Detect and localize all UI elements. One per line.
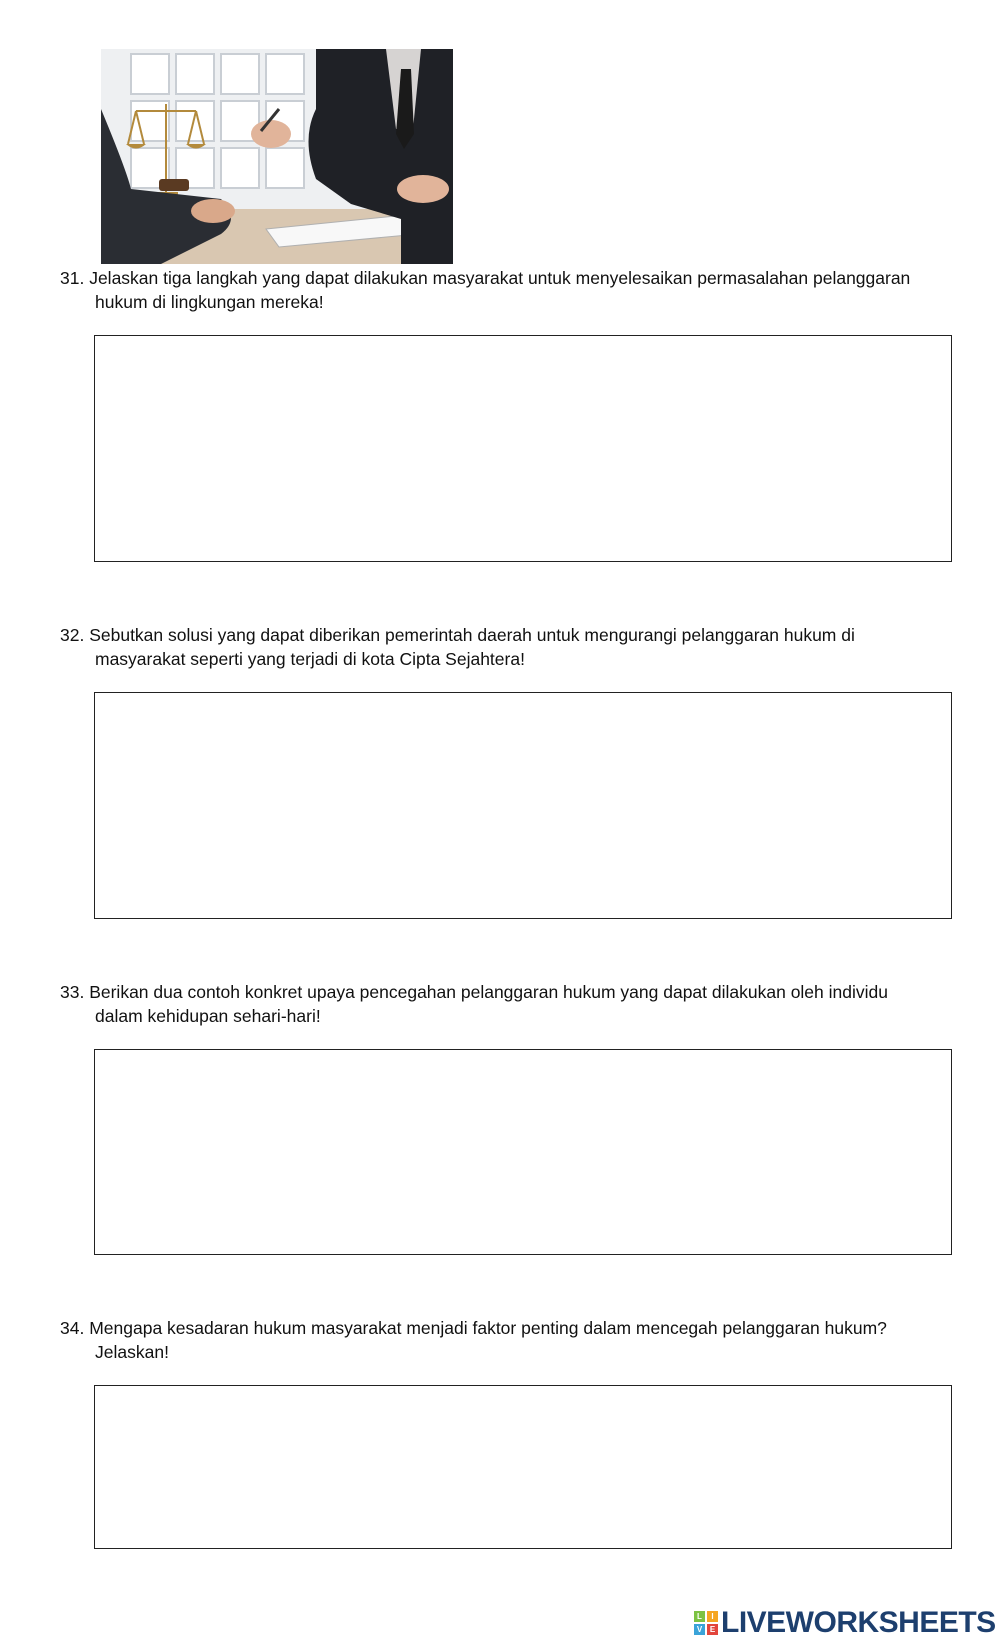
- law-consultation-photo: [101, 49, 453, 264]
- question-text-continued: Jelaskan!: [95, 1342, 169, 1362]
- question-33: [60, 980, 960, 1028]
- logo-block-i: I: [707, 1611, 718, 1622]
- question-number: 31.: [60, 268, 85, 288]
- question-text-continued: dalam kehidupan sehari-hari!: [95, 1006, 321, 1026]
- logo-block-v: V: [694, 1624, 705, 1635]
- question-number: 34.: [60, 1318, 85, 1338]
- question-34: [60, 1316, 960, 1364]
- question-31: [60, 266, 960, 314]
- question-number: 33.: [60, 982, 85, 1002]
- question-text-continued: masyarakat seperti yang terjadi di kota Cipta Sejahtera!: [95, 649, 525, 669]
- question-text: Mengapa kesadaran hukum masyarakat menjadi faktor penting dalam mencegah pelanggaran hukum?: [89, 1318, 887, 1338]
- question-number: 32.: [60, 625, 85, 645]
- question-text: Sebutkan solusi yang dapat diberikan pemerintah daerah untuk mengurangi pelanggaran hukum di: [89, 625, 855, 645]
- logo-block-e: E: [707, 1624, 718, 1635]
- answer-box-32[interactable]: [94, 692, 952, 919]
- logo-block-l: L: [694, 1611, 705, 1622]
- liveworksheets-logo: [694, 1608, 996, 1638]
- question-text-continued: hukum di lingkungan mereka!: [95, 292, 324, 312]
- question-text: Jelaskan tiga langkah yang dapat dilakukan masyarakat untuk menyelesaikan permasalahan pelanggaran: [89, 268, 911, 288]
- logo-blocks-icon: [694, 1611, 718, 1635]
- answer-box-33[interactable]: [94, 1049, 952, 1255]
- answer-box-31[interactable]: [94, 335, 952, 562]
- answer-box-34[interactable]: [94, 1385, 952, 1549]
- question-text: Berikan dua contoh konkret upaya pencegahan pelanggaran hukum yang dapat dilakukan oleh individu: [89, 982, 888, 1002]
- question-32: [60, 623, 960, 671]
- logo-text: LIVEWORKSHEETS: [721, 1606, 996, 1639]
